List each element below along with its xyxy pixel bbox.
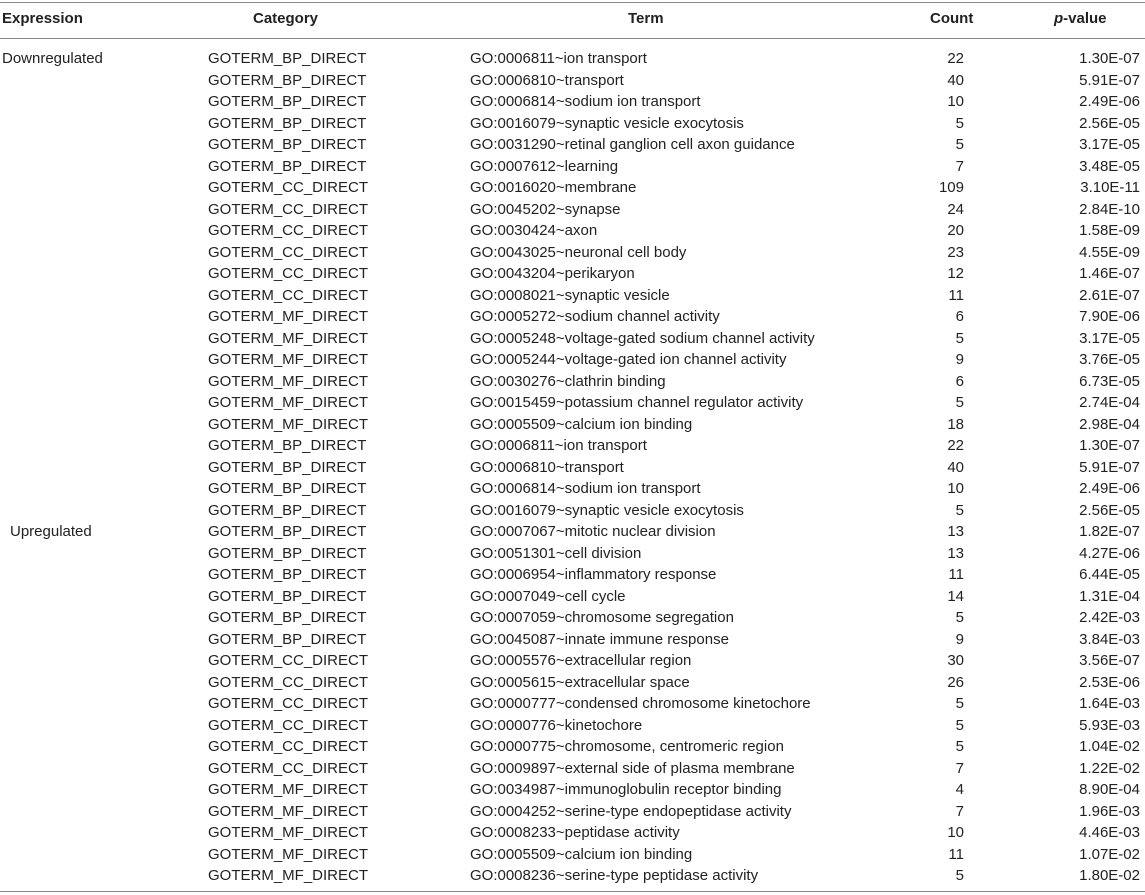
cell-count: 10 <box>947 824 964 841</box>
table-row <box>0 414 1145 436</box>
cell-term: GO:0005576~extracellular region <box>470 652 692 669</box>
table-row <box>0 543 1145 565</box>
table-row <box>0 177 1145 199</box>
table-row <box>0 457 1145 479</box>
cell-p-value: 2.56E-05 <box>1079 114 1140 132</box>
cell-category: GOTERM_CC_DIRECT <box>208 265 369 282</box>
cell-category: GOTERM_MF_DIRECT <box>208 867 369 884</box>
cell-count: 4 <box>955 781 964 798</box>
cell-p-value: 1.96E-03 <box>1079 802 1140 820</box>
cell-count: 5 <box>955 695 964 712</box>
cell-count: 6 <box>955 308 964 325</box>
cell-term: GO:0005509~calcium ion binding <box>470 845 693 863</box>
table-row <box>0 521 1145 543</box>
table-row <box>0 91 1145 113</box>
cell-category: GOTERM_BP_DIRECT <box>208 566 367 583</box>
table-row <box>0 693 1145 715</box>
cell-category: GOTERM_BP_DIRECT <box>208 587 367 605</box>
table-row <box>0 199 1145 221</box>
cell-p-value: 5.91E-07 <box>1079 71 1140 89</box>
cell-p-value: 3.10E-11 <box>1080 179 1140 196</box>
header-expression: Expression <box>2 10 83 27</box>
cell-category: GOTERM_BP_DIRECT <box>208 480 367 497</box>
header-p-italic: p <box>1054 10 1064 27</box>
cell-category: GOTERM_CC_DIRECT <box>208 652 369 669</box>
cell-p-value: 6.73E-05 <box>1079 372 1140 390</box>
cell-p-value: 4.55E-09 <box>1079 243 1140 261</box>
cell-count: 7 <box>955 802 964 820</box>
cell-count: 7 <box>955 759 964 777</box>
cell-term: GO:0043204~perikaryon <box>470 265 635 282</box>
table-row <box>0 715 1145 737</box>
table-row <box>0 564 1145 586</box>
cell-category: GOTERM_BP_DIRECT <box>208 630 367 648</box>
cell-term: GO:0008233~peptidase activity <box>470 824 680 841</box>
header-count: Count <box>930 10 974 27</box>
header-category: Category <box>253 10 319 27</box>
cell-term: GO:0000775~chromosome, centromeric region <box>470 738 784 755</box>
table-row <box>0 736 1145 758</box>
cell-count: 5 <box>955 136 964 153</box>
table-row <box>0 113 1145 135</box>
cell-term: GO:0006814~sodium ion transport <box>470 480 701 497</box>
cell-category: GOTERM_BP_DIRECT <box>208 437 367 454</box>
cell-p-value: 7.90E-06 <box>1079 308 1140 325</box>
cell-count: 26 <box>947 673 964 691</box>
cell-p-value: 1.30E-07 <box>1079 437 1140 454</box>
cell-p-value: 2.56E-05 <box>1079 501 1140 519</box>
cell-category: GOTERM_CC_DIRECT <box>208 179 369 196</box>
cell-term: GO:0016079~synaptic vesicle exocytosis <box>470 114 744 132</box>
cell-count: 5 <box>955 867 964 884</box>
cell-count: 6 <box>955 372 964 390</box>
cell-p-value: 2.61E-07 <box>1079 286 1140 304</box>
group-label-downregulated: Downregulated <box>2 50 103 67</box>
cell-p-value: 1.80E-02 <box>1079 867 1140 884</box>
cell-term: GO:0030276~clathrin binding <box>470 372 666 390</box>
cell-p-value: 4.27E-06 <box>1079 544 1140 562</box>
cell-count: 11 <box>948 286 964 304</box>
cell-count: 40 <box>947 71 964 89</box>
cell-count: 13 <box>947 544 964 562</box>
table-row <box>0 629 1145 651</box>
cell-term: GO:0045202~synapse <box>470 200 621 218</box>
cell-term: GO:0031290~retinal ganglion cell axon guidance <box>470 136 795 153</box>
cell-category: GOTERM_MF_DIRECT <box>208 845 369 863</box>
cell-category: GOTERM_BP_DIRECT <box>208 609 367 626</box>
cell-term: GO:0006810~transport <box>470 71 624 89</box>
cell-category: GOTERM_MF_DIRECT <box>208 372 369 390</box>
cell-category: GOTERM_BP_DIRECT <box>208 157 367 175</box>
cell-p-value: 3.48E-05 <box>1079 157 1140 175</box>
cell-category: GOTERM_BP_DIRECT <box>208 71 367 89</box>
cell-p-value: 3.56E-07 <box>1079 652 1140 669</box>
table-row <box>0 371 1145 393</box>
cell-category: GOTERM_MF_DIRECT <box>208 329 369 347</box>
table-row <box>0 242 1145 264</box>
cell-category: GOTERM_MF_DIRECT <box>208 351 369 368</box>
table-row <box>0 586 1145 608</box>
cell-term: GO:0007049~cell cycle <box>470 587 626 605</box>
cell-count: 12 <box>947 265 964 282</box>
table-row <box>0 758 1145 780</box>
cell-count: 22 <box>947 50 964 67</box>
cell-category: GOTERM_MF_DIRECT <box>208 802 369 820</box>
cell-count: 20 <box>947 222 964 239</box>
cell-term: GO:0015459~potassium channel regulator activity <box>470 394 804 411</box>
table-row <box>0 500 1145 522</box>
cell-p-value: 2.98E-04 <box>1079 415 1140 433</box>
cell-count: 9 <box>955 630 964 648</box>
cell-term: GO:0005509~calcium ion binding <box>470 415 693 433</box>
cell-p-value: 1.82E-07 <box>1079 523 1140 540</box>
cell-category: GOTERM_MF_DIRECT <box>208 415 369 433</box>
cell-p-value: 1.46E-07 <box>1079 265 1140 282</box>
cell-category: GOTERM_BP_DIRECT <box>208 501 367 519</box>
cell-p-value: 2.42E-03 <box>1079 609 1140 626</box>
cell-p-value: 1.31E-04 <box>1079 587 1140 605</box>
cell-count: 18 <box>947 415 964 433</box>
table-row <box>0 801 1145 823</box>
cell-p-value: 3.17E-05 <box>1079 136 1140 153</box>
cell-count: 5 <box>955 394 964 411</box>
cell-count: 11 <box>948 566 964 583</box>
header-p-suffix: -value <box>1063 10 1107 27</box>
table-row <box>0 134 1145 156</box>
cell-term: GO:0016020~membrane <box>470 179 637 196</box>
cell-count: 5 <box>955 501 964 519</box>
cell-category: GOTERM_CC_DIRECT <box>208 673 369 691</box>
cell-count: 109 <box>938 179 964 196</box>
header-term: Term <box>628 10 664 27</box>
cell-term: GO:0000776~kinetochore <box>470 716 643 734</box>
cell-category: GOTERM_CC_DIRECT <box>208 716 369 734</box>
cell-category: GOTERM_BP_DIRECT <box>208 114 367 132</box>
table-row <box>0 156 1145 178</box>
cell-count: 5 <box>955 609 964 626</box>
cell-term: GO:0005248~voltage-gated sodium channel activity <box>470 329 815 347</box>
cell-category: GOTERM_CC_DIRECT <box>208 738 369 755</box>
cell-count: 14 <box>947 587 964 605</box>
table-row <box>0 70 1145 92</box>
table-row <box>0 607 1145 629</box>
cell-term: GO:0008236~serine-type peptidase activity <box>470 867 759 884</box>
cell-category: GOTERM_CC_DIRECT <box>208 243 369 261</box>
cell-term: GO:0005615~extracellular space <box>470 673 690 691</box>
table-bottom-rule <box>0 891 1145 892</box>
cell-p-value: 1.22E-02 <box>1079 759 1140 777</box>
table-row <box>0 822 1145 844</box>
cell-p-value: 5.93E-03 <box>1079 716 1140 734</box>
cell-p-value: 6.44E-05 <box>1079 566 1140 583</box>
cell-term: GO:0007612~learning <box>470 157 619 175</box>
cell-term: GO:0007067~mitotic nuclear division <box>470 523 716 540</box>
cell-p-value: 2.74E-04 <box>1079 394 1140 411</box>
cell-p-value: 1.58E-09 <box>1079 222 1140 239</box>
cell-count: 7 <box>955 157 964 175</box>
cell-count: 22 <box>947 437 964 454</box>
cell-p-value: 1.64E-03 <box>1079 695 1140 712</box>
cell-term: GO:0005272~sodium channel activity <box>470 308 720 325</box>
cell-term: GO:0009897~external side of plasma membrane <box>470 759 795 777</box>
cell-p-value: 2.49E-06 <box>1079 93 1140 110</box>
cell-p-value: 2.84E-10 <box>1079 200 1140 218</box>
table-row <box>0 285 1145 307</box>
cell-term: GO:0006954~inflammatory response <box>470 566 717 583</box>
cell-term: GO:0004252~serine-type endopeptidase activity <box>470 802 792 820</box>
cell-count: 9 <box>955 351 964 368</box>
cell-count: 5 <box>955 716 964 734</box>
group-label-upregulated: Upregulated <box>10 523 92 540</box>
cell-category: GOTERM_MF_DIRECT <box>208 308 369 325</box>
cell-category: GOTERM_BP_DIRECT <box>208 523 367 540</box>
cell-count: 5 <box>955 114 964 132</box>
cell-category: GOTERM_MF_DIRECT <box>208 824 369 841</box>
cell-count: 10 <box>947 93 964 110</box>
cell-p-value: 3.17E-05 <box>1079 329 1140 347</box>
cell-p-value: 3.84E-03 <box>1079 630 1140 648</box>
cell-count: 24 <box>947 200 964 218</box>
table-row <box>0 478 1145 500</box>
table-row <box>0 306 1145 328</box>
table-row <box>0 349 1145 371</box>
cell-term: GO:0045087~innate immune response <box>470 630 729 648</box>
cell-term: GO:0043025~neuronal cell body <box>470 243 687 261</box>
cell-p-value: 4.46E-03 <box>1079 824 1140 841</box>
cell-term: GO:0000777~condensed chromosome kinetochore <box>470 695 811 712</box>
cell-category: GOTERM_MF_DIRECT <box>208 781 369 798</box>
cell-term: GO:0051301~cell division <box>470 544 642 562</box>
table-header-rule <box>0 38 1145 39</box>
table-body <box>0 48 1145 887</box>
cell-count: 23 <box>947 243 964 261</box>
cell-category: GOTERM_CC_DIRECT <box>208 200 369 218</box>
cell-category: GOTERM_MF_DIRECT <box>208 394 369 411</box>
cell-term: GO:0007059~chromosome segregation <box>470 609 734 626</box>
table-row <box>0 672 1145 694</box>
cell-count: 5 <box>955 738 964 755</box>
cell-p-value: 2.53E-06 <box>1079 673 1140 691</box>
cell-p-value: 5.91E-07 <box>1079 458 1140 476</box>
cell-category: GOTERM_BP_DIRECT <box>208 544 367 562</box>
cell-count: 30 <box>947 652 964 669</box>
table-row <box>0 392 1145 414</box>
cell-p-value: 3.76E-05 <box>1079 351 1140 368</box>
cell-p-value: 8.90E-04 <box>1079 781 1140 798</box>
table-row <box>0 220 1145 242</box>
cell-count: 5 <box>955 329 964 347</box>
table-row <box>0 650 1145 672</box>
cell-term: GO:0006811~ion transport <box>470 50 647 67</box>
cell-term: GO:0006810~transport <box>470 458 624 476</box>
table-row <box>0 48 1145 70</box>
cell-category: GOTERM_BP_DIRECT <box>208 458 367 476</box>
table-row <box>0 435 1145 457</box>
table-row <box>0 779 1145 801</box>
cell-p-value: 1.30E-07 <box>1079 50 1140 67</box>
cell-term: GO:0016079~synaptic vesicle exocytosis <box>470 501 744 519</box>
cell-p-value: 2.49E-06 <box>1079 480 1140 497</box>
cell-count: 13 <box>947 523 964 540</box>
cell-category: GOTERM_BP_DIRECT <box>208 50 367 67</box>
cell-category: GOTERM_CC_DIRECT <box>208 759 369 777</box>
cell-count: 40 <box>947 458 964 476</box>
cell-term: GO:0005244~voltage-gated ion channel activity <box>470 351 787 368</box>
cell-category: GOTERM_BP_DIRECT <box>208 136 367 153</box>
cell-category: GOTERM_CC_DIRECT <box>208 695 369 712</box>
cell-category: GOTERM_CC_DIRECT <box>208 222 369 239</box>
cell-term: GO:0030424~axon <box>470 222 598 239</box>
table-row <box>0 865 1145 887</box>
cell-term: GO:0006811~ion transport <box>470 437 647 454</box>
table-row <box>0 328 1145 350</box>
cell-term: GO:0034987~immunoglobulin receptor binding <box>470 781 782 798</box>
cell-term: GO:0008021~synaptic vesicle <box>470 286 670 304</box>
header-p-value <box>1054 0 1107 38</box>
cell-category: GOTERM_BP_DIRECT <box>208 93 367 110</box>
table-row <box>0 263 1145 285</box>
cell-p-value: 1.04E-02 <box>1079 738 1140 755</box>
cell-count: 11 <box>948 845 964 863</box>
cell-p-value: 1.07E-02 <box>1079 845 1140 863</box>
cell-count: 10 <box>947 480 964 497</box>
cell-term: GO:0006814~sodium ion transport <box>470 93 701 110</box>
table-row <box>0 844 1145 866</box>
cell-category: GOTERM_CC_DIRECT <box>208 286 369 304</box>
